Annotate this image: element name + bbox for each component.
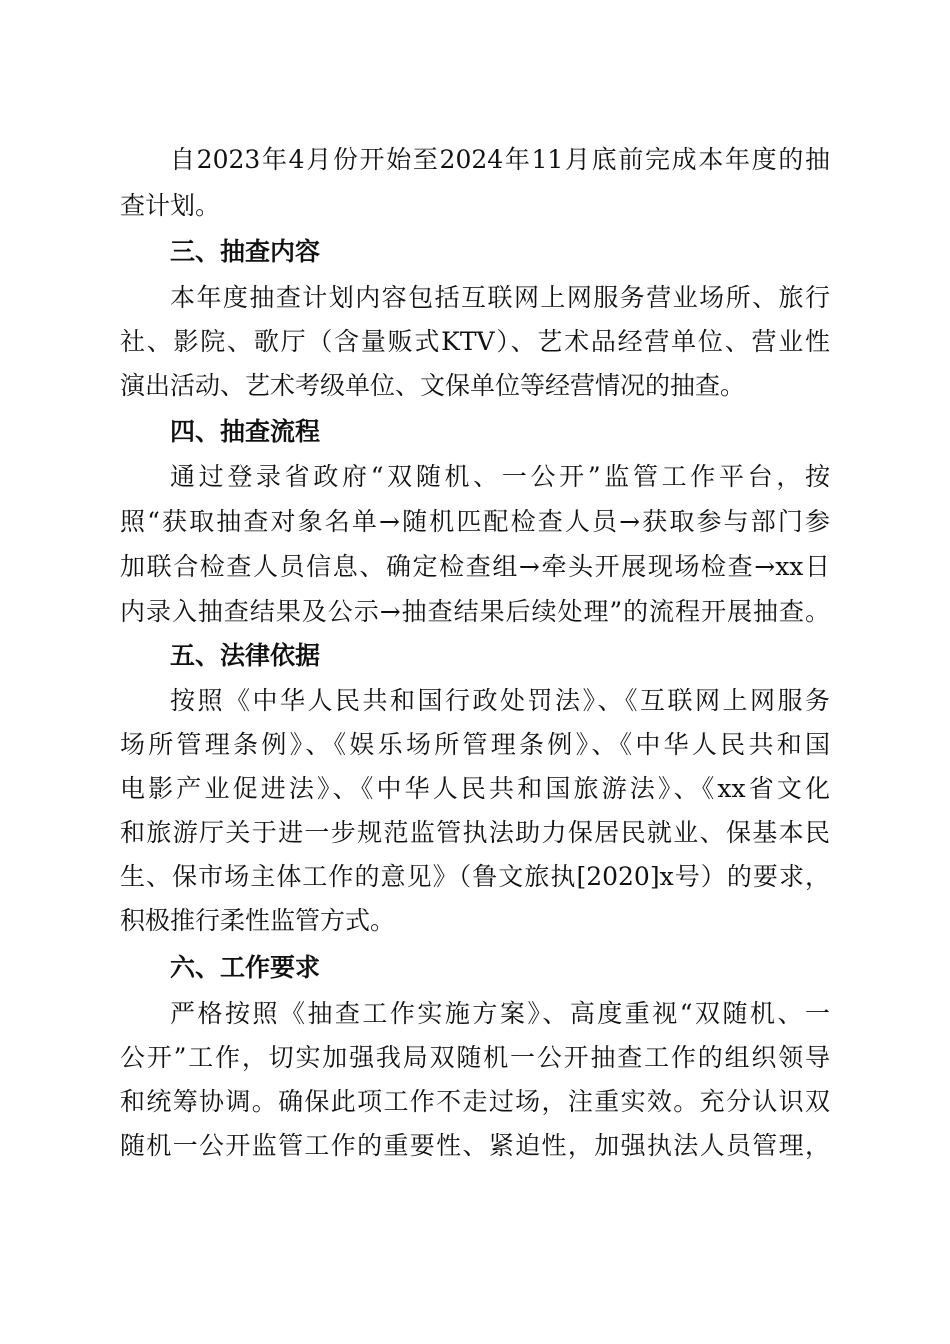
paragraph-line: 和统筹协调。确保此项工作不走过场，注重实效。充分认识双 xyxy=(120,1087,830,1116)
paragraph-line: 场所管理条例》、《娱乐场所管理条例》、《中华人民共和国 xyxy=(120,730,830,759)
section-heading-requirements: 六、工作要求 xyxy=(170,953,321,982)
paragraph-line: 查计划。 xyxy=(120,191,221,220)
section-heading-content: 三、抽查内容 xyxy=(170,237,321,266)
paragraph-line: 严格按照《抽查工作实施方案》、高度重视“双随机、一 xyxy=(170,999,830,1028)
paragraph-line: 积极推行柔性监管方式。 xyxy=(120,906,396,935)
paragraph-line: 社、影院、歌厅（含量贩式KTV）、艺术品经营单位、营业性 xyxy=(120,327,830,356)
paragraph-line: 随机一公开监管工作的重要性、紧迫性，加强执法人员管理， xyxy=(120,1131,830,1160)
paragraph-line: 公开”工作，切实加强我局双随机一公开抽查工作的组织领导 xyxy=(120,1043,830,1072)
paragraph-line: 内录入抽查结果及公示→抽查结果后续处理”的流程开展抽查。 xyxy=(120,597,830,626)
paragraph-line: 按照《中华人民共和国行政处罚法》、《互联网上网服务 xyxy=(170,686,830,715)
paragraph-line: 照“获取抽查对象名单→随机匹配检查人员→获取参与部门参 xyxy=(120,507,830,536)
paragraph-line: 加联合检查人员信息、确定检查组→牵头开展现场检查→xx日 xyxy=(120,552,830,581)
section-heading-legal-basis: 五、法律依据 xyxy=(170,641,321,670)
paragraph-line: 和旅游厅关于进一步规范监管执法助力保居民就业、保基本民 xyxy=(120,818,830,847)
paragraph-line: 本年度抽查计划内容包括互联网上网服务营业场所、旅行 xyxy=(170,283,830,312)
section-heading-process: 四、抽查流程 xyxy=(170,417,321,446)
paragraph-line: 电影产业促进法》、《中华人民共和国旅游法》、《xx省文化 xyxy=(120,774,830,803)
paragraph-line: 自2023年4月份开始至2024年11月底前完成本年度的抽 xyxy=(170,145,830,174)
paragraph-line: 通过登录省政府“双随机、一公开”监管工作平台，按 xyxy=(170,462,830,491)
paragraph-line: 生、保市场主体工作的意见》（鲁文旅执[2020]x号）的要求， xyxy=(120,862,830,891)
paragraph-line: 演出活动、艺术考级单位、文保单位等经营情况的抽查。 xyxy=(120,371,746,400)
